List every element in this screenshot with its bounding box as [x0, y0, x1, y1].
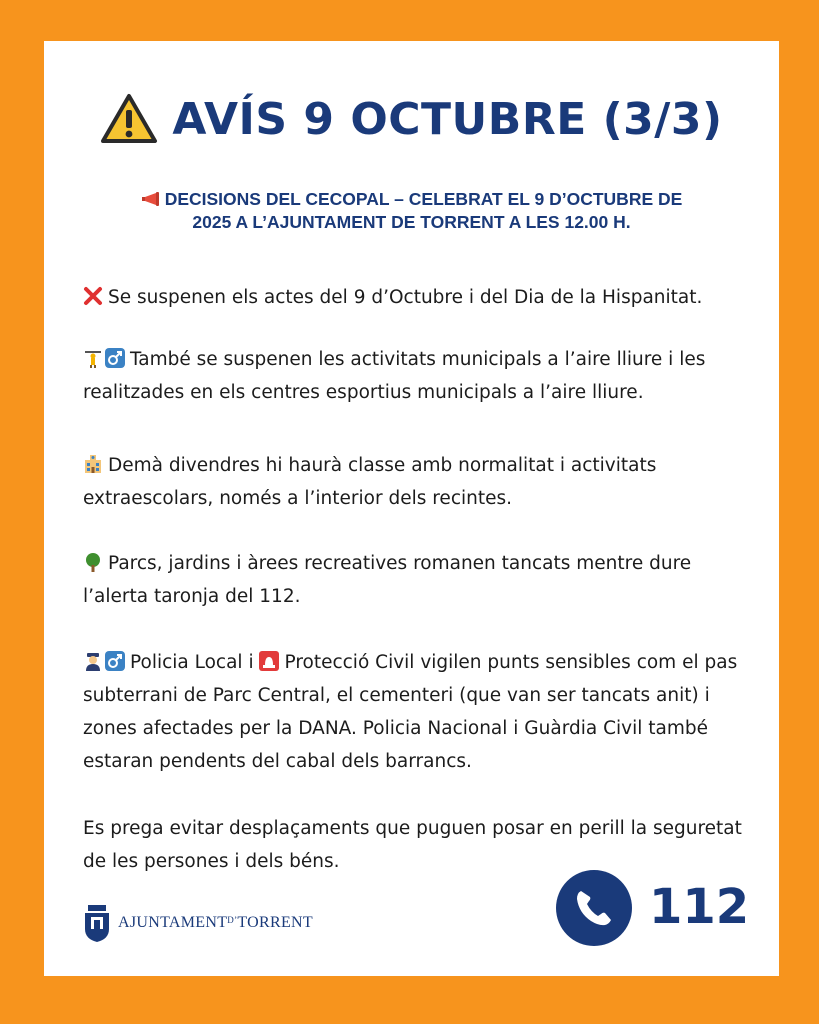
notice-card: [44, 41, 779, 976]
item-text: Demà divendres hi haurà classe amb normalitat i activitats extraescolars, només a l’interior dels recintes.: [83, 455, 657, 509]
logo-text: [118, 914, 313, 932]
person-lifting-weights-icon: [83, 348, 103, 368]
cross-mark-icon: [83, 286, 103, 306]
list-item: [83, 449, 743, 515]
list-item: [83, 281, 743, 314]
item-text-a: Policia Local i: [130, 652, 254, 673]
subtitle-line-1: DECISIONS DEL CECOPAL – CELEBRAT EL 9 D’OCTUBRE DE: [164, 189, 683, 209]
title-row: [44, 89, 779, 149]
phone-icon: [571, 885, 617, 931]
emergency-number: 112: [649, 879, 750, 935]
item-text-b: Protecció Civil vigilen punts sensibles com el pas subterrani de Parc Central, el cementeri (que van ser tancats anit) i zones afectades per la DANA. Policia Nacional i Guàrdia Civil també estaran pendents del cabal dels barrancs.: [83, 652, 738, 772]
tree-icon: [83, 552, 103, 572]
male-sign-icon: [105, 651, 125, 671]
coat-of-arms-icon: [82, 903, 112, 943]
item-text: També se suspenen les activitats municipals a l’aire lliure i les realitzades en els centres esportius municipals a l’aire lliure.: [83, 349, 706, 403]
megaphone-icon: [141, 192, 161, 206]
logo-main: AJUNTAMENT: [118, 914, 228, 931]
subtitle: [74, 188, 749, 234]
page-title: AVÍS 9 OCTUBRE (3/3): [172, 93, 723, 145]
police-officer-icon: [83, 651, 103, 671]
list-item: [83, 812, 743, 878]
item-text: Se suspenen els actes del 9 d’Octubre i del Dia de la Hispanitat.: [108, 287, 703, 308]
list-item: [83, 343, 743, 409]
item-text: Parcs, jardins i àrees recreatives romanen tancats mentre dure l’alerta taronja del 112.: [83, 553, 692, 607]
siren-icon: [259, 651, 279, 671]
list-item: [83, 547, 743, 613]
item-text: Es prega evitar desplaçaments que puguen posar en perill la seguretat de les persones i dels béns.: [83, 818, 742, 872]
subtitle-line-2: 2025 A L’AJUNTAMENT DE TORRENT A LES 12.00 H.: [192, 212, 631, 232]
logo-city: TORRENT: [237, 914, 313, 931]
warning-icon: [100, 93, 158, 145]
ajuntament-logo: [82, 903, 313, 943]
male-sign-icon: [105, 348, 125, 368]
logo-small: D’: [227, 915, 238, 925]
phone-badge: [556, 870, 632, 946]
school-icon: [83, 454, 103, 474]
list-item: [83, 646, 743, 778]
